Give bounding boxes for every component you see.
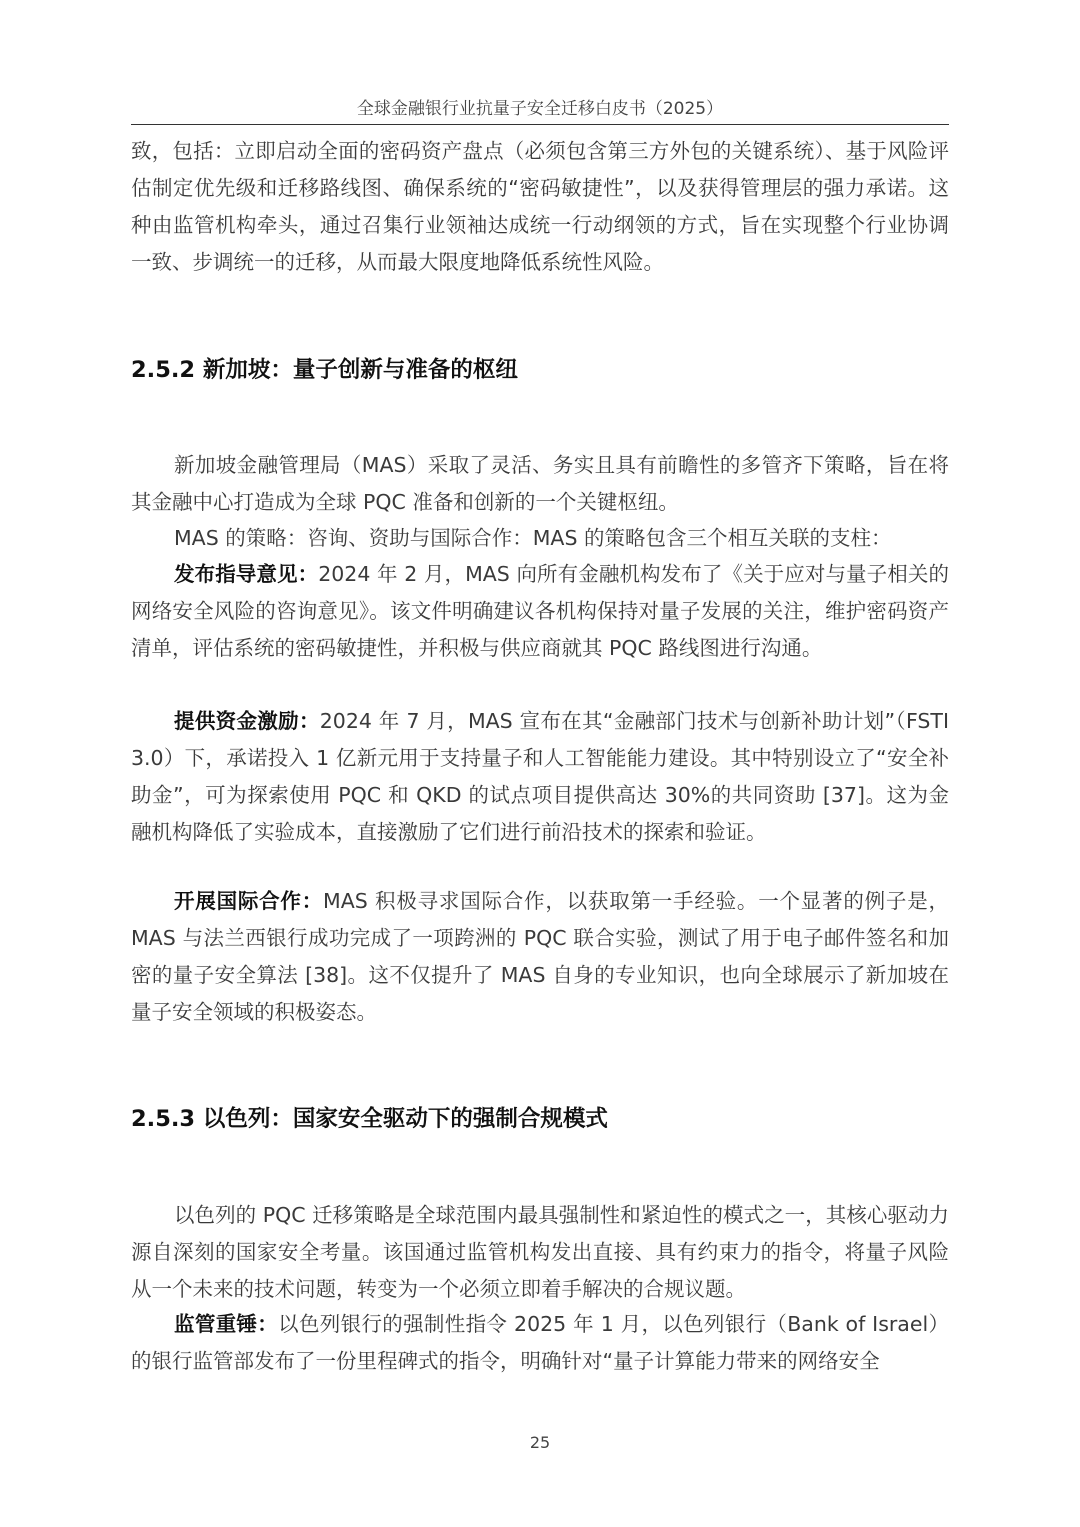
running-header: 全球金融银行业抗量子安全迁移白皮书（2025） [356,99,724,119]
paragraph-regulatory [131,1306,949,1380]
paragraph-israel-intro: 以色列的 PQC 迁移策略是全球范围内最具强制性和紧迫性的模式之一，其核心驱动力源自深刻的国家安全考量。该国通过监管机构发出直接、具有约束力的指令，将量子风险从一个未来的技术问题，转变为一个必须立即着手解决的合规议题。 [131,1203,949,1301]
section-heading-2-5-3: 2.5.3 以色列：国家安全驱动下的强制合规模式 [131,1106,608,1132]
regulatory-text: 以色列银行的强制性指令 2025 年 1 月，以色列银行（Bank of Israel）的银行监管部发布了一份里程碑式的指令，明确针对“量子计算能力带来的网络安全 [131,1312,950,1373]
funding-label: 提供资金激励： [174,709,320,733]
cooperation-label: 开展国际合作： [174,889,324,913]
header-divider [131,124,949,125]
guidance-label: 发布指导意见： [174,562,319,586]
page-number: 25 [529,1433,551,1452]
section-heading-2-5-2: 2.5.2 新加坡：量子创新与准备的枢纽 [131,357,518,383]
guidance-text: 2024 年 2 月，MAS 向所有金融机构发布了《关于应对与量子相关的网络安全风险的咨询意见》。该文件明确建议各机构保持对量子发展的关注，维护密码资产清单，评估系统的密码敏捷性，并积极与供应商就其 PQC 路线图进行沟通。 [131,562,949,660]
paragraph-mas-strategy: MAS 的策略：咨询、资助与国际合作：MAS 的策略包含三个相互关联的支柱： [174,526,892,550]
paragraph-continued: 致，包括：立即启动全面的密码资产盘点（必须包含第三方外包的关键系统）、基于风险评估制定优先级和迁移路线图、确保系统的“密码敏捷性”，以及获得管理层的强力承诺。这种由监管机构牵头，通过召集行业领袖达成统一行动纲领的方式，旨在实现整个行业协调一致、步调统一的迁移，从而最大限度地降低系统性风险。 [131,139,949,274]
paragraph-mas-intro: 新加坡金融管理局（MAS）采取了灵活、务实且具有前瞻性的多管齐下策略，旨在将其金融中心打造成为全球 PQC 准备和创新的一个关键枢纽。 [131,453,949,514]
regulatory-label: 监管重锤： [174,1312,279,1336]
paragraph-guidance [131,556,949,667]
funding-text: 2024 年 7 月，MAS 宣布在其“金融部门技术与创新补助计划”（FSTI 3.0）下，承诺投入 1 亿新元用于支持量子和人工智能能力建设。其中特别设立了“安全补助金”，可为探索使用 PQC 和 QKD 的试点项目提供高达 30%的共同资助 [37]。这为金融机构降低了实验成本，直接激励了它们进行前沿技术的探索和验证。 [131,709,949,844]
paragraph-funding [131,703,949,851]
paragraph-cooperation [131,883,949,1031]
cooperation-text: MAS 积极寻求国际合作，以获取第一手经验。一个显著的例子是，MAS 与法兰西银行成功完成了一项跨洲的 PQC 联合实验，测试了用于电子邮件签名和加密的量子安全算法 [38]。这不仅提升了 MAS 自身的专业知识，也向全球展示了新加坡在量子安全领域的积极姿态。 [131,889,949,1024]
